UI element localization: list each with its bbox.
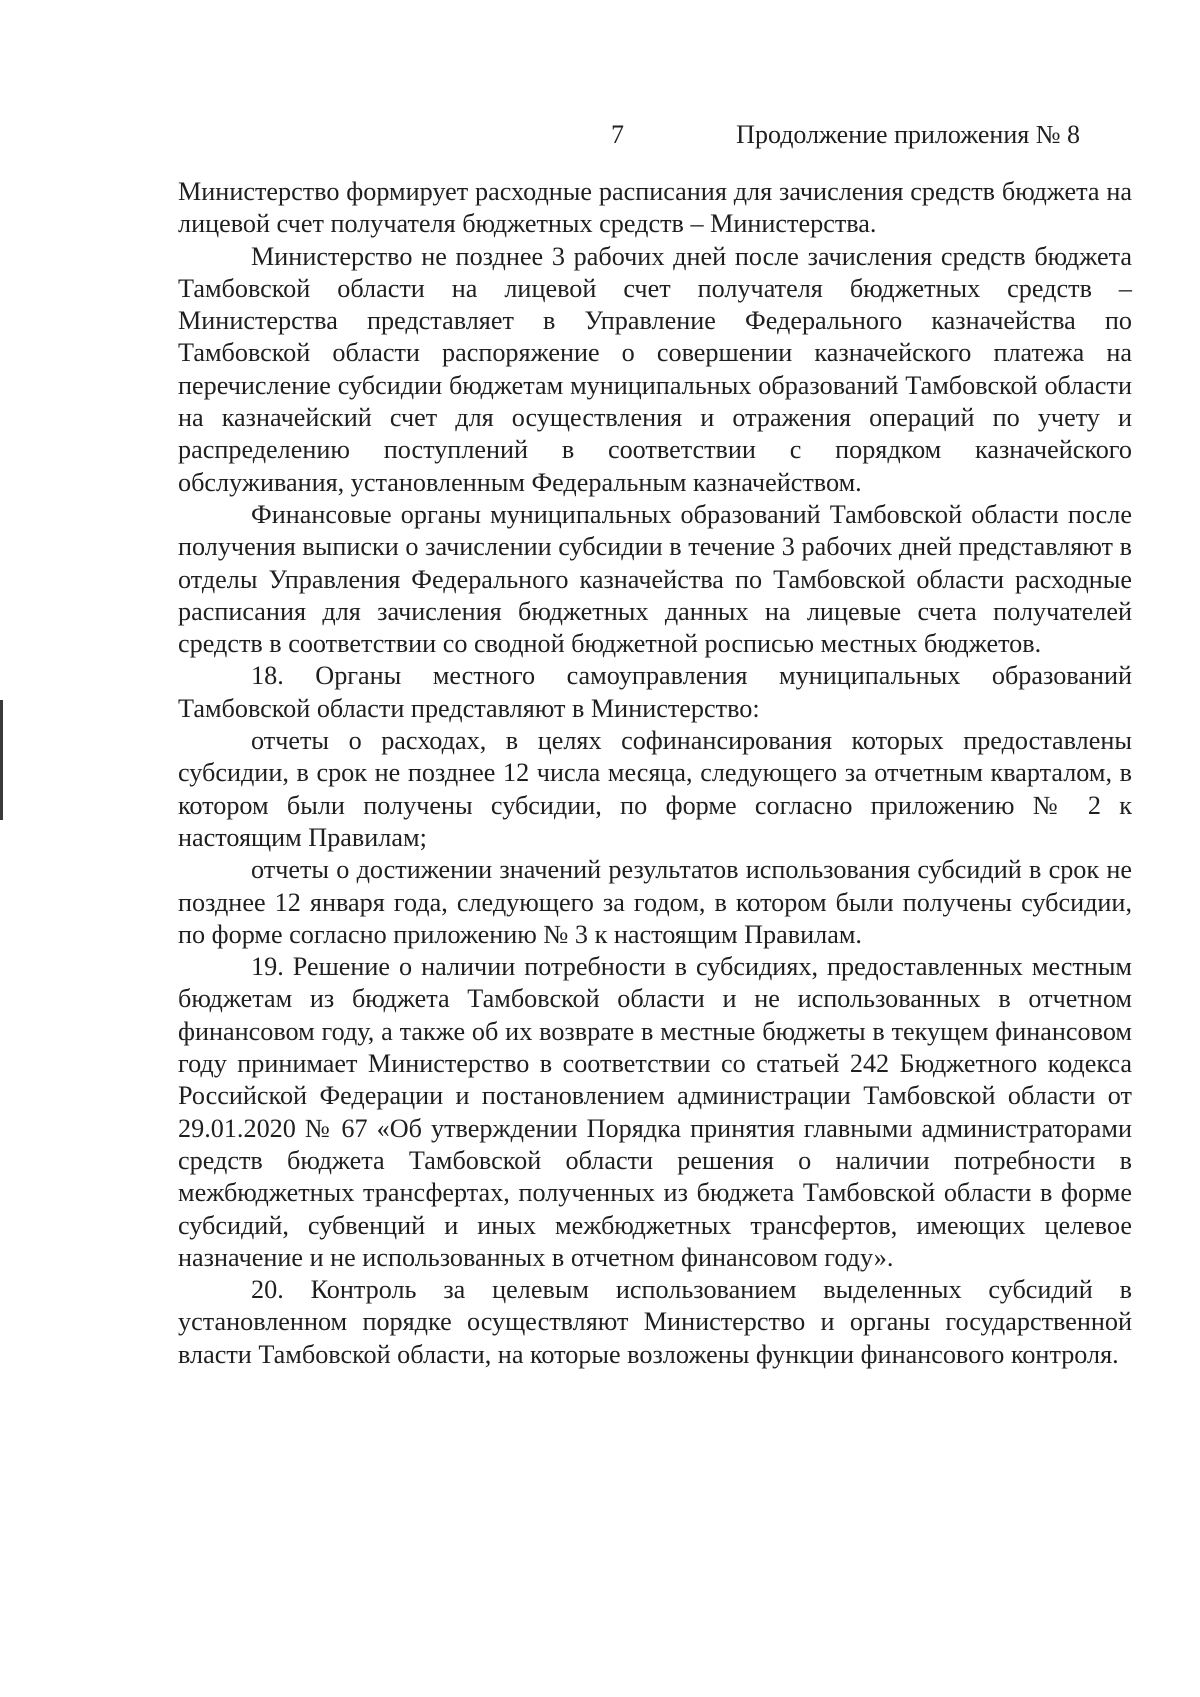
paragraph-item-20: 20. Контроль за целевым использованием выделенных субсидий в установленном порядке осуществляют Министерство и органы государственной власти Тамбовской области, на которые возложены функции финансового контроля.	[178, 1275, 1132, 1369]
paragraph: Финансовые органы муниципальных образований Тамбовской области после получения выписки о зачислении субсидии в течение 3 рабочих дней представляют в отделы Управления Федерального казначейства по Тамбовской области расходные расписания для зачисления бюджетных данных на лицевые счета получателей средств в соответствии со сводной бюджетной росписью местных бюджетов.	[178, 499, 1132, 659]
paragraph: Министерство не позднее 3 рабочих дней после зачисления средств бюджета Тамбовской области на лицевой счет получателя бюджетных средств – Министерства представляет в Управление Федерального казначейства по Тамбовской области распоряжение о совершении казначейского платежа на перечисление субсидии бюджетам муниципальных образований Тамбовской области на казначейский счет для осуществления и отражения операций по учету и распределению поступлений в соответствии с порядком казначейского обслуживания, установленным Федеральным казначейством.	[178, 241, 1132, 497]
scan-edge-mark	[0, 700, 3, 820]
page-header	[0, 120, 1200, 160]
paragraph-item-18: 18. Органы местного самоуправления муниципальных образований Тамбовской области представляют в Министерство:	[178, 661, 1132, 723]
paragraph: Министерство формирует расходные расписания для зачисления средств бюджета на лицевой счет получателя бюджетных средств – Министерства.	[178, 177, 1132, 239]
paragraph-item-19: 19. Решение о наличии потребности в субсидиях, предоставленных местным бюджетам из бюджета Тамбовской области и не использованных в отчетном финансовом году, а также об их возврате в местные бюджеты в текущем финансовом году принимает Министерство в соответствии со статьей 242 Бюджетного кодекса Российской Федерации и постановлением администрации Тамбовской области от 29.01.2020 № 67 «Об утверждении Порядка принятия главными администраторами средств бюджета Тамбовской области решения о наличии потребности в межбюджетных трансфертах, полученных из бюджета Тамбовской области в форме субсидий, субвенций и иных межбюджетных трансфертов, имеющих целевое назначение и не использованных в отчетном финансовом году».	[178, 952, 1132, 1272]
appendix-continuation-title: Продолжение приложения № 8	[736, 120, 1080, 149]
paragraph: отчеты о достижении значений результатов использования субсидий в срок не позднее 12 января года, следующего за годом, в котором были получены субсидии, по форме согласно приложению № 3 к настоящим Правилам.	[178, 855, 1132, 949]
paragraph: отчеты о расходах, в целях софинансирования которых предоставлены субсидии, в срок не позднее 12 числа месяца, следующего за отчетным кварталом, в котором были получены субсидии, по форме согласно приложению № 2 к настоящим Правилам;	[178, 726, 1132, 852]
page-number: 7	[611, 120, 624, 149]
document-body	[178, 176, 1132, 1371]
